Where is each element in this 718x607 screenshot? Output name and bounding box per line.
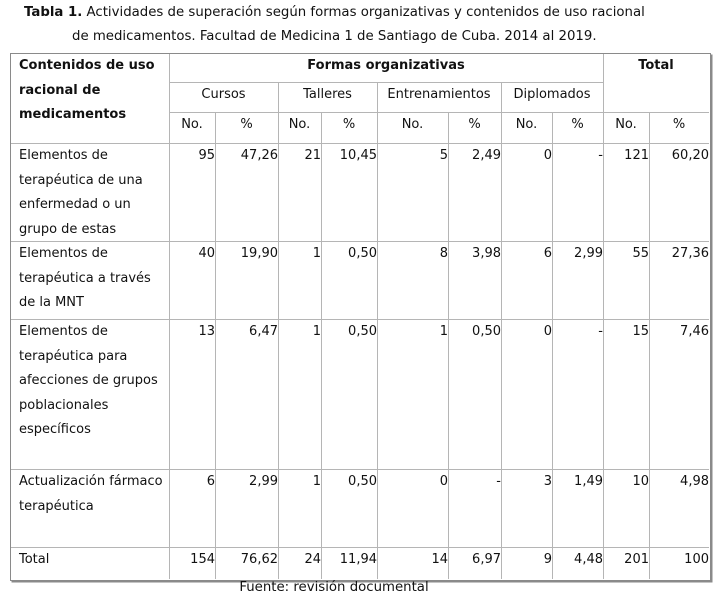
grid-line — [11, 319, 709, 320]
subheader-pct: % — [468, 117, 481, 132]
row-label: Actualización fármaco terapéutica — [19, 474, 163, 514]
row-label: Total — [19, 552, 50, 567]
grid-line — [215, 112, 216, 579]
grid-line — [448, 112, 449, 579]
cell-no: 1 — [312, 324, 321, 339]
cell-no: 95 — [198, 148, 215, 163]
cell-no: 6 — [206, 474, 215, 489]
cell-no: 0 — [543, 148, 552, 163]
subheader-pct: % — [571, 117, 584, 132]
cell-no: 40 — [198, 246, 215, 261]
subheader-no: No. — [181, 117, 203, 132]
grid-line — [603, 54, 604, 579]
cell-pct: 0,50 — [348, 474, 377, 489]
caption-line-2: de medicamentos. Facultad de Medicina 1 de Santiago de Cuba. 2014 al 2019. — [72, 29, 597, 44]
grid-line — [169, 54, 170, 579]
cell-pct: 3,98 — [472, 246, 501, 261]
cell-no: 21 — [304, 148, 321, 163]
cell-no: 15 — [632, 324, 649, 339]
cell-no: 14 — [431, 552, 448, 567]
cell-pct: 11,94 — [339, 552, 377, 567]
cell-pct: 2,49 — [472, 148, 501, 163]
caption-label: Tabla 1. — [24, 5, 83, 20]
table-caption — [24, 1, 714, 49]
row-label: Elementos de terapéutica a través de la MNT — [19, 246, 151, 310]
cell-pct: 4,48 — [574, 552, 603, 567]
cell-pct: 2,99 — [574, 246, 603, 261]
subheader-no: No. — [515, 117, 538, 132]
subheader-pct: % — [342, 117, 356, 132]
subheader-no: No. — [401, 117, 424, 132]
header-formas-organizativas: Formas organizativas — [307, 58, 465, 73]
cell-no: 9 — [543, 552, 552, 567]
cell-pct: 10,45 — [339, 148, 377, 163]
grid-line — [11, 469, 709, 470]
cell-no: 1 — [439, 324, 448, 339]
cell-pct: - — [598, 148, 603, 163]
caption-line-1: Actividades de superación según formas organizativas y contenidos de uso racional — [86, 5, 645, 20]
cell-no: 0 — [543, 324, 552, 339]
cell-no: 121 — [624, 148, 649, 163]
grid-line — [11, 241, 709, 242]
grid-line — [501, 82, 502, 579]
grid-line — [11, 547, 709, 548]
header-group-cursos: Cursos — [201, 87, 246, 102]
cell-no: 1 — [312, 246, 321, 261]
cell-no: 0 — [439, 474, 448, 489]
cell-no: 6 — [543, 246, 552, 261]
grid-line — [649, 112, 650, 579]
cell-pct: 76,62 — [240, 552, 278, 567]
cell-pct: 0,50 — [348, 246, 377, 261]
table-source: Fuente: revisión documental — [239, 580, 429, 595]
cell-no: 10 — [632, 474, 649, 489]
subheader-no: No. — [288, 117, 311, 132]
grid-line — [11, 143, 709, 144]
grid-line — [169, 82, 603, 83]
cell-no: 154 — [190, 552, 215, 567]
cell-pct: 27,36 — [671, 246, 709, 261]
cell-pct: 7,46 — [680, 324, 709, 339]
cell-no: 24 — [304, 552, 321, 567]
cell-pct: 0,50 — [348, 324, 377, 339]
cell-pct: 6,97 — [472, 552, 501, 567]
data-table — [10, 53, 711, 581]
subheader-pct: % — [240, 117, 253, 132]
grid-line — [321, 112, 322, 579]
header-total: Total — [638, 58, 674, 73]
cell-no: 13 — [198, 324, 215, 339]
cell-pct: 4,98 — [680, 474, 709, 489]
cell-no: 1 — [312, 474, 321, 489]
cell-pct: - — [496, 474, 501, 489]
subheader-pct: % — [672, 117, 686, 132]
cell-pct: 1,49 — [574, 474, 603, 489]
cell-no: 3 — [543, 474, 552, 489]
cell-pct: 6,47 — [249, 324, 278, 339]
header-group-talleres: Talleres — [303, 87, 352, 102]
cell-pct: 2,99 — [249, 474, 278, 489]
cell-pct: - — [598, 324, 603, 339]
cell-no: 8 — [439, 246, 448, 261]
cell-pct: 100 — [684, 552, 709, 567]
header-group-diplomados: Diplomados — [513, 87, 591, 102]
cell-pct: 47,26 — [240, 148, 278, 163]
grid-line — [169, 112, 709, 113]
grid-line — [278, 82, 279, 579]
header-group-entrenamientos: Entrenamientos — [387, 87, 491, 102]
subheader-no: No. — [615, 117, 637, 132]
cell-no: 5 — [439, 148, 448, 163]
cell-pct: 0,50 — [472, 324, 501, 339]
grid-line — [552, 112, 553, 579]
cell-pct: 19,90 — [240, 246, 278, 261]
cell-no: 201 — [624, 552, 649, 567]
cell-pct: 60,20 — [671, 148, 709, 163]
header-contenidos: Contenidos de uso racional de medicamentos — [19, 58, 155, 122]
cell-no: 55 — [632, 246, 649, 261]
row-label: Elementos de terapéutica para afecciones de grupos poblacionales específicos — [19, 324, 158, 437]
row-label: Elementos de terapéutica de una enfermedad o un grupo de estas — [19, 148, 143, 237]
grid-line — [377, 82, 378, 579]
